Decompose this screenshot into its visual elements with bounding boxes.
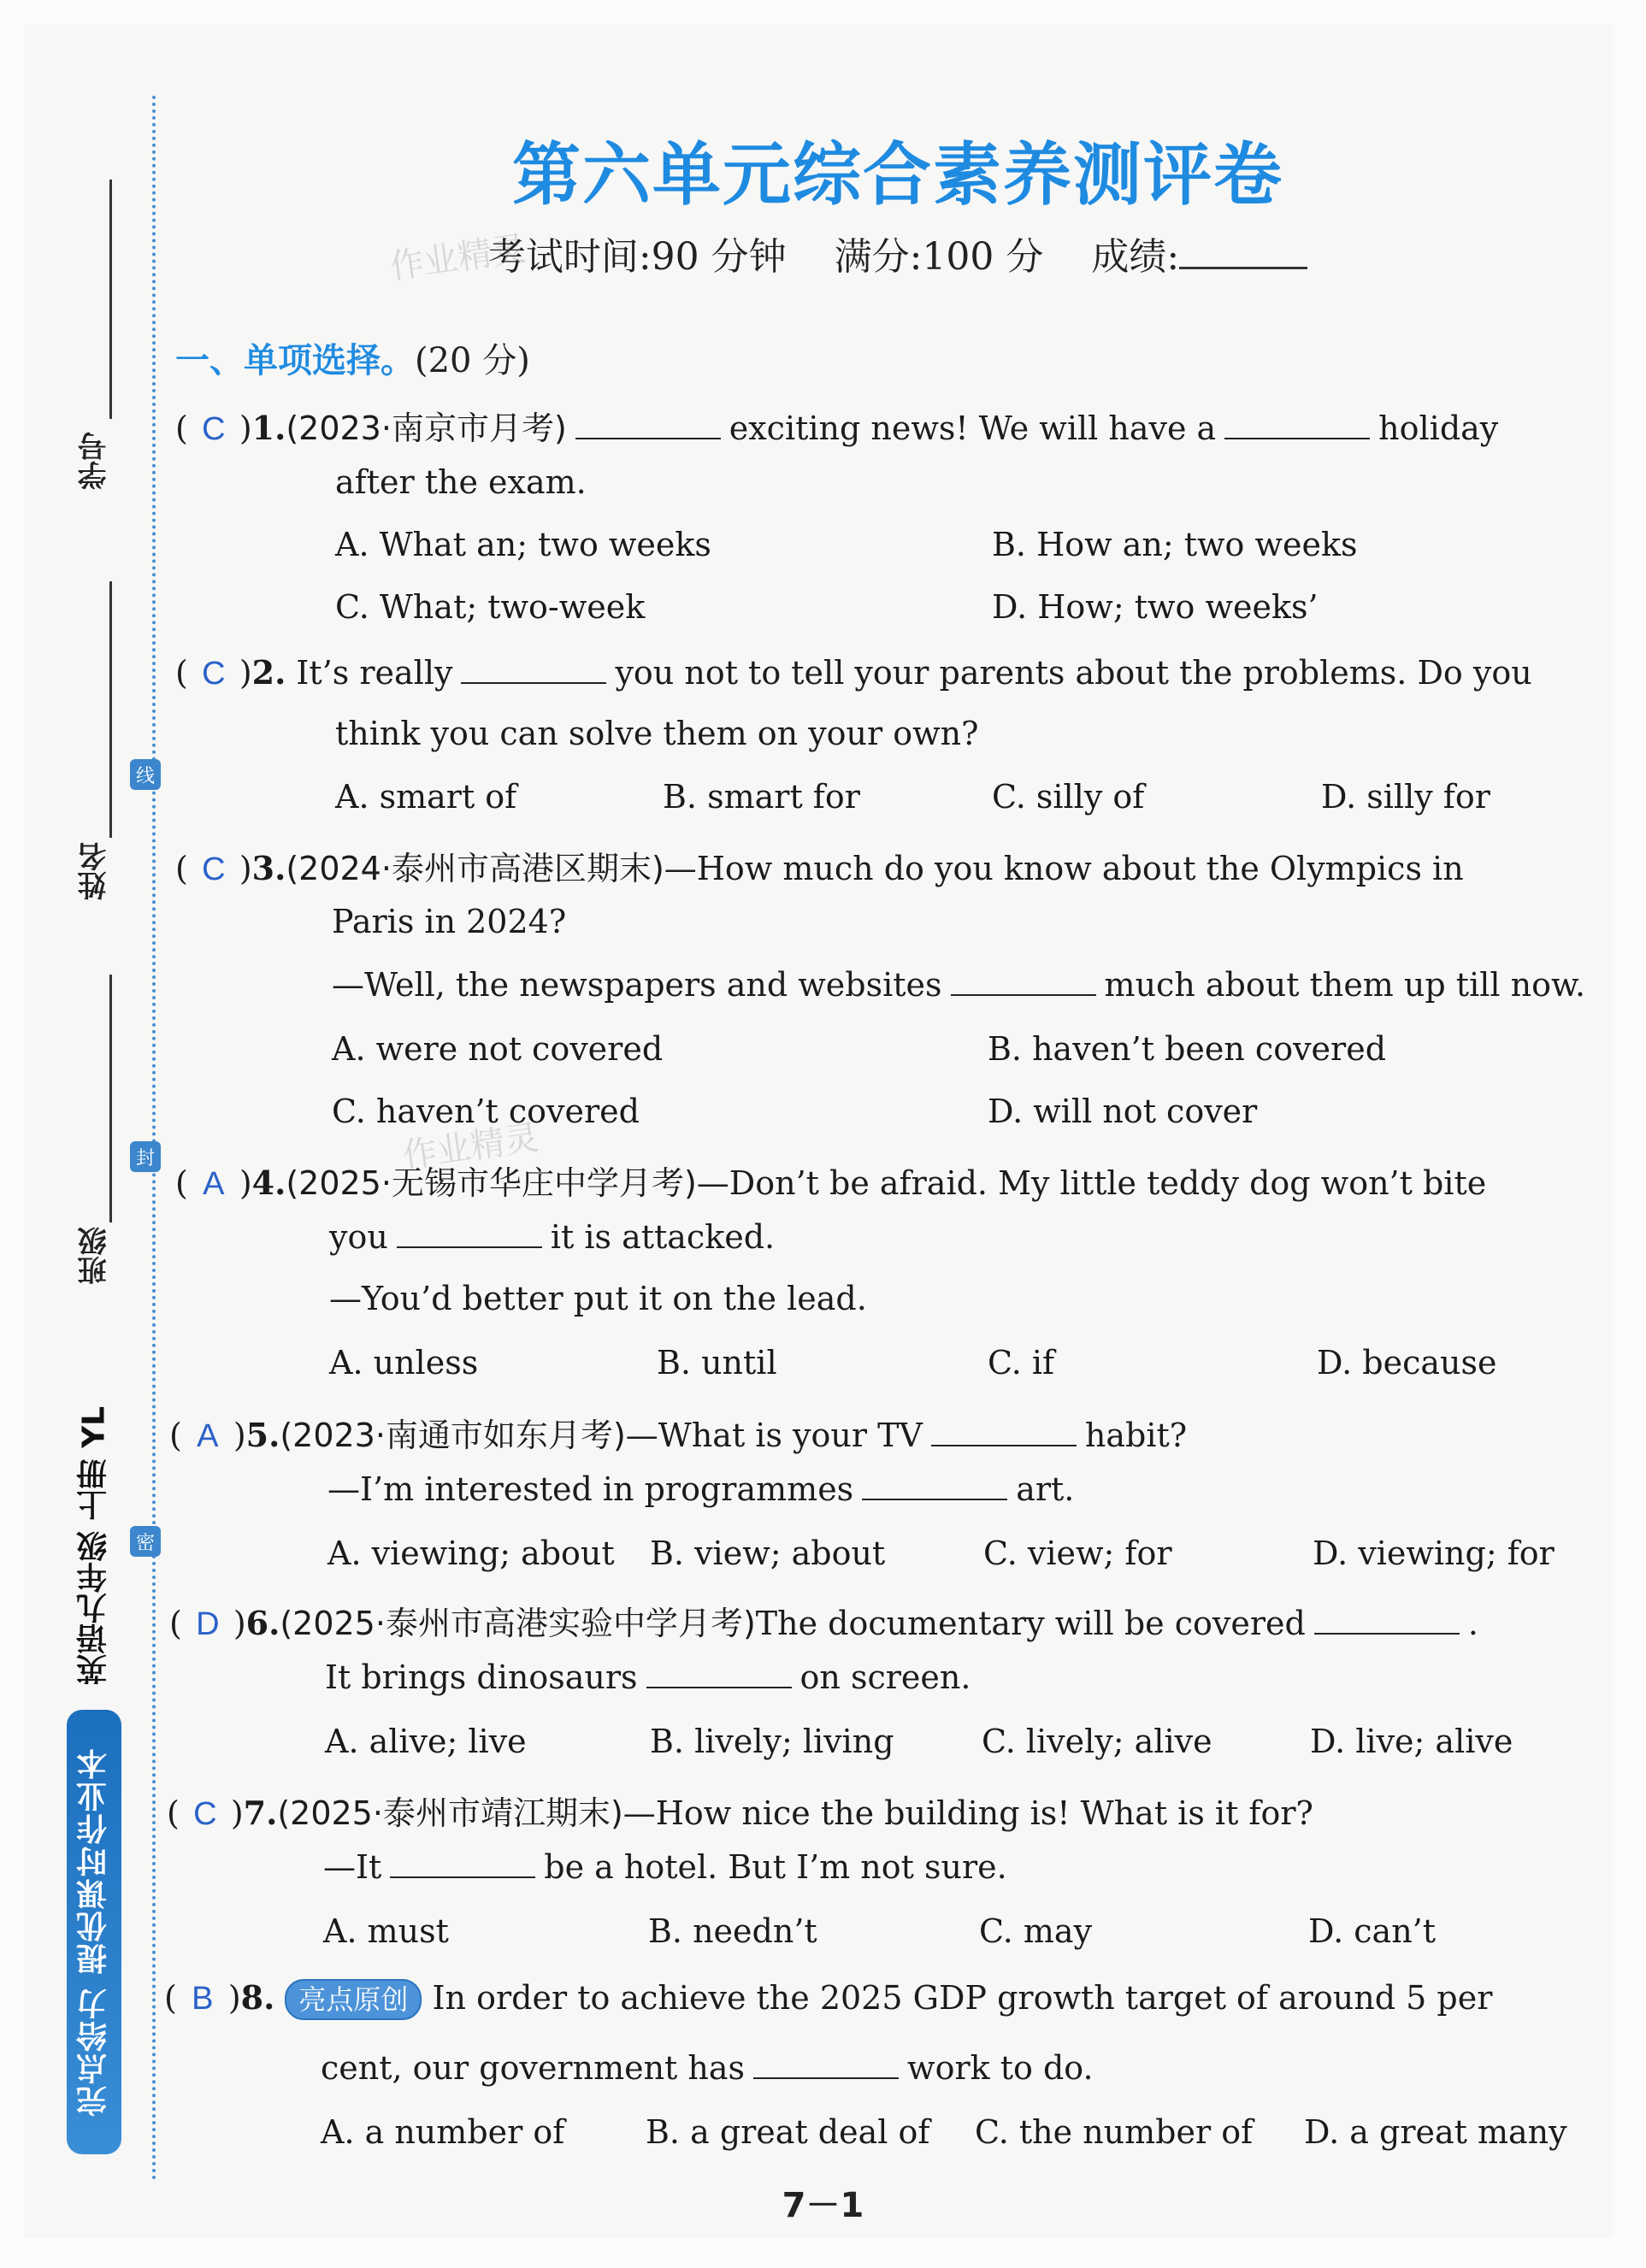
option-b: B. needn’t xyxy=(648,1912,817,1950)
option-b: B. smart for xyxy=(663,778,860,816)
blank xyxy=(397,1246,542,1248)
option-a: A. were not covered xyxy=(332,1030,664,1068)
answer: A xyxy=(197,1418,219,1454)
page-number: 7－1 xyxy=(782,2186,864,2225)
option-c: C. the number of xyxy=(975,2113,1254,2151)
answer: C xyxy=(193,1796,217,1832)
question-6-line2: It brings dinosaurs on screen. xyxy=(325,1658,971,1696)
option-b: B. view; about xyxy=(650,1535,886,1572)
question-4: ( A )4.(2025·无锡市华庄中学月考)—Don’t be afraid. My little teddy dog won’t bite xyxy=(175,1163,1487,1202)
answer: C xyxy=(202,656,226,692)
option-a: A. must xyxy=(323,1912,449,1950)
option-b: B. How an; two weeks xyxy=(992,526,1358,563)
option-a: A. unless xyxy=(329,1344,479,1381)
question-7: ( C )7.(2025·泰州市靖江期末)—How nice the building is! What is it for? xyxy=(167,1794,1313,1832)
blank xyxy=(1314,1632,1460,1635)
cut-mark-seal: 封 xyxy=(130,1141,161,1172)
option-c: C. view; for xyxy=(983,1535,1172,1572)
class-label: 班级 xyxy=(78,1227,112,1285)
question-2-line2: think you can solve them on your own? xyxy=(335,715,979,752)
cut-mark-line: 线 xyxy=(130,759,161,790)
blank xyxy=(1224,437,1370,439)
option-b: B. haven’t been covered xyxy=(988,1030,1387,1068)
question-6: ( D )6.(2025·泰州市高港实验中学月考)The documentary will be covered . xyxy=(169,1604,1478,1642)
watermark: 作业精灵 xyxy=(387,229,528,287)
option-d: D. viewing; for xyxy=(1313,1535,1555,1572)
answer: C xyxy=(202,411,226,447)
question-8-line2: cent, our government has work to do. xyxy=(321,2049,1094,2087)
question-5-line2: —I’m interested in programmes art. xyxy=(327,1470,1075,1508)
option-c: C. may xyxy=(979,1912,1093,1950)
question-2: ( C )2. It’s really you not to tell your parents about the problems. Do you xyxy=(175,653,1532,692)
option-d: D. can’t xyxy=(1308,1912,1437,1950)
original-badge: 亮点原创 xyxy=(285,1979,422,2020)
option-c: C. silly of xyxy=(992,778,1145,816)
question-4-line2: you it is attacked. xyxy=(329,1218,776,1256)
question-1-line2: after the exam. xyxy=(335,463,587,501)
question-8: ( B )8. 亮点原创 In order to achieve the 2025 GDP growth target of around 5 per xyxy=(164,1978,1492,2020)
blank xyxy=(390,1876,535,1878)
option-b: B. until xyxy=(657,1344,777,1381)
blank xyxy=(862,1498,1007,1500)
option-d: D. will not cover xyxy=(988,1093,1258,1130)
result-blank xyxy=(1179,267,1307,269)
option-b: B. a great deal of xyxy=(646,2113,930,2151)
option-a: A. What an; two weeks xyxy=(335,526,711,563)
blank xyxy=(461,681,606,684)
option-d: D. How; two weeks’ xyxy=(992,588,1319,626)
option-d: D. live; alive xyxy=(1310,1723,1513,1760)
option-a: A. a number of xyxy=(321,2113,565,2151)
binding-dotted-line xyxy=(152,96,156,2182)
option-c: C. lively; alive xyxy=(982,1723,1212,1760)
blank xyxy=(646,1686,792,1688)
question-4-line3: —You’d better put it on the lead. xyxy=(329,1280,867,1317)
question-3: ( C )3.(2024·泰州市高港区期末)—How much do you know about the Olympics in xyxy=(175,849,1464,887)
name-rule xyxy=(109,581,112,838)
option-c: C. haven’t covered xyxy=(332,1093,640,1130)
class-rule xyxy=(109,975,112,1222)
exam-time: 考试时间:90 分钟 xyxy=(487,235,787,279)
answer: C xyxy=(202,851,226,887)
student-id-label: 学号 xyxy=(78,432,112,490)
option-b: B. lively; living xyxy=(650,1723,894,1760)
answer: B xyxy=(192,1981,214,2017)
brand-strip: 完点给力 提优课时作业本 xyxy=(67,1710,121,2154)
blank xyxy=(931,1444,1077,1446)
answer: A xyxy=(203,1166,225,1202)
subject-label: 英语九年级 上册 YL xyxy=(76,1405,112,1685)
blank xyxy=(951,993,1096,996)
option-d: D. silly for xyxy=(1321,778,1490,816)
option-d: D. because xyxy=(1317,1344,1497,1381)
section-title: 一、单项选择。(20 分) xyxy=(175,341,530,380)
name-label: 姓名 xyxy=(78,842,112,900)
question-7-line2: —It be a hotel. But I’m not sure. xyxy=(323,1848,1007,1886)
option-c: C. What; two-week xyxy=(335,588,646,626)
page-title: 第六单元综合素养测评卷 xyxy=(512,135,1283,215)
option-a: A. viewing; about xyxy=(327,1535,615,1572)
question-1: ( C )1.(2023·南京市月考) exciting news! We will have a holiday xyxy=(175,409,1499,447)
option-a: A. smart of xyxy=(335,778,517,816)
question-5: ( A )5.(2023·南通市如东月考)—What is your TV habit? xyxy=(169,1416,1188,1454)
option-c: C. if xyxy=(988,1344,1055,1381)
question-3-line3: —Well, the newspapers and websites much about them up till now. xyxy=(332,966,1586,1004)
student-id-rule xyxy=(109,180,112,419)
answer: D xyxy=(196,1606,220,1642)
result-label: 成绩: xyxy=(1091,235,1180,279)
full-score: 满分:100 分 xyxy=(834,235,1044,279)
question-3-line2: Paris in 2024? xyxy=(332,903,567,940)
blank xyxy=(575,437,721,439)
option-a: A. alive; live xyxy=(325,1723,527,1760)
cut-mark-secret: 密 xyxy=(130,1526,161,1557)
option-d: D. a great many xyxy=(1304,2113,1567,2151)
blank xyxy=(753,2077,899,2079)
watermark: 作业精灵 xyxy=(400,1118,541,1176)
